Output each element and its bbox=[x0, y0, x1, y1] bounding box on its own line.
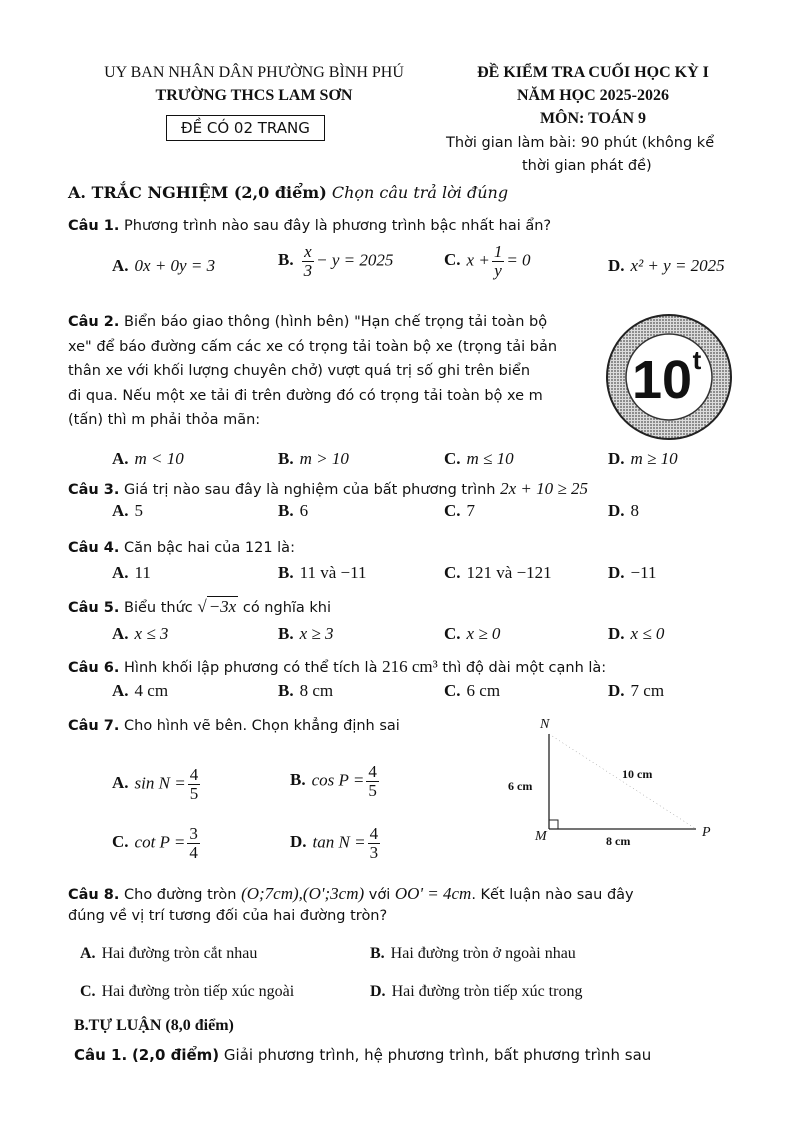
option-label: D. bbox=[608, 501, 625, 520]
q5-option-a[interactable] bbox=[112, 624, 168, 644]
question-text: Hình khối lập phương có thể tích là bbox=[124, 660, 378, 676]
option-label: C. bbox=[444, 624, 461, 643]
question-1 bbox=[68, 218, 551, 234]
q1-option-d[interactable] bbox=[608, 256, 725, 276]
option-label: D. bbox=[608, 256, 625, 275]
option-label: A. bbox=[112, 773, 129, 793]
option-label: A. bbox=[80, 945, 96, 962]
q6-option-b[interactable] bbox=[278, 681, 333, 701]
right-angle-mark bbox=[549, 820, 558, 829]
option-value: 0x + 0y = 3 bbox=[134, 256, 216, 275]
sign-unit: t bbox=[692, 345, 702, 375]
option-value: Hai đường tròn tiếp xúc ngoài bbox=[101, 983, 295, 1000]
option-value: 6 bbox=[299, 501, 309, 520]
question-label: Câu 5. bbox=[68, 600, 120, 616]
option-label: C. bbox=[444, 250, 461, 270]
question-text: Giá trị nào sau đây là nghiệm của bất phương trình bbox=[124, 482, 496, 498]
option-value: x ≤ 0 bbox=[630, 624, 665, 643]
q7-option-b[interactable] bbox=[290, 763, 381, 800]
school-name: TRƯỜNG THCS LAM SƠN bbox=[155, 87, 353, 104]
option-value: −11 bbox=[630, 563, 657, 582]
numerator: 3 bbox=[189, 824, 198, 843]
vertex-m: M bbox=[535, 829, 547, 844]
question-text-end: . Kết luận nào sau đây bbox=[471, 887, 634, 903]
denominator: 5 bbox=[368, 780, 377, 800]
q1-option-c[interactable] bbox=[444, 243, 531, 280]
vertex-n: N bbox=[540, 717, 550, 732]
option-label: D. bbox=[370, 983, 386, 1000]
subject: MÔN: TOÁN 9 bbox=[539, 110, 647, 127]
option-value: cos P = bbox=[311, 770, 365, 790]
fraction bbox=[492, 243, 505, 280]
numerator: 4 bbox=[368, 762, 377, 781]
denominator: 4 bbox=[189, 842, 198, 862]
option-label: B. bbox=[278, 449, 294, 468]
sign-number: 10 bbox=[631, 350, 693, 410]
q3-option-a[interactable] bbox=[112, 501, 143, 521]
option-label: D. bbox=[608, 449, 625, 468]
option-value: Hai đường tròn ở ngoài nhau bbox=[390, 945, 576, 962]
option-value: Hai đường tròn cắt nhau bbox=[101, 945, 258, 962]
question-label: Câu 1. bbox=[68, 218, 120, 234]
option-value: x² + y = 2025 bbox=[630, 256, 725, 275]
option-value: 11 bbox=[134, 563, 151, 582]
option-label: B. bbox=[278, 250, 294, 270]
option-value: Hai đường tròn tiếp xúc trong bbox=[391, 983, 583, 1000]
option-label: B. bbox=[278, 681, 294, 700]
question-text: Phương trình nào sau đây là phương trình bậc nhất hai ẩn? bbox=[124, 218, 552, 234]
q4-option-c[interactable] bbox=[444, 563, 552, 583]
q5-option-d[interactable] bbox=[608, 624, 664, 644]
question-text-end: thì độ dài một cạnh là: bbox=[442, 660, 607, 676]
numerator: 4 bbox=[369, 824, 379, 843]
option-value: 7 cm bbox=[630, 681, 665, 700]
essay-question-1 bbox=[74, 1046, 651, 1064]
question-text-mid: với bbox=[368, 887, 391, 903]
radicand: −3x bbox=[208, 597, 237, 616]
question-text-line-5: (tấn) thì m phải thỏa mãn: bbox=[68, 412, 261, 428]
question-5 bbox=[68, 597, 331, 617]
option-label: C. bbox=[80, 983, 96, 1000]
question-label: Câu 1. bbox=[74, 1046, 128, 1064]
question-text-line-1: Biển báo giao thông (hình bên) "Hạn chế trọng tải toàn bộ bbox=[124, 314, 548, 330]
q8-option-a[interactable] bbox=[80, 945, 257, 963]
question-8 bbox=[68, 884, 634, 904]
option-label: D. bbox=[290, 832, 307, 852]
option-label: A. bbox=[112, 563, 129, 582]
label-side-np: 10 cm bbox=[622, 767, 653, 781]
fraction bbox=[188, 766, 201, 803]
option-label: D. bbox=[608, 624, 625, 643]
q6-option-d[interactable] bbox=[608, 681, 664, 701]
option-value: 121 và −121 bbox=[466, 563, 552, 582]
q2-option-c[interactable] bbox=[444, 449, 514, 469]
q5-option-c[interactable] bbox=[444, 624, 500, 644]
q8-option-b[interactable] bbox=[370, 945, 576, 963]
option-label: A. bbox=[112, 256, 129, 275]
question-6 bbox=[68, 657, 606, 677]
triangle-figure bbox=[500, 712, 730, 852]
option-label: B. bbox=[278, 501, 294, 520]
option-value: − y = 2025 bbox=[316, 250, 394, 270]
q3-option-d[interactable] bbox=[608, 501, 639, 521]
question-3 bbox=[68, 479, 588, 499]
numerator: 1 bbox=[493, 242, 503, 261]
section-a-instruction: Chọn câu trả lời đúng bbox=[331, 183, 509, 202]
denominator: 3 bbox=[369, 842, 379, 862]
q1-option-b[interactable] bbox=[278, 243, 393, 280]
q2-option-d[interactable] bbox=[608, 449, 678, 469]
option-label: C. bbox=[444, 501, 461, 520]
option-value: x + bbox=[466, 250, 490, 270]
question-label: Câu 6. bbox=[68, 660, 120, 676]
option-label: D. bbox=[608, 563, 625, 582]
option-label: A. bbox=[112, 681, 129, 700]
question-label: Câu 8. bbox=[68, 887, 120, 903]
option-value: m ≥ 10 bbox=[630, 449, 678, 468]
fraction bbox=[187, 825, 200, 862]
q3-option-c[interactable] bbox=[444, 501, 475, 521]
inequality: 2x + 10 ≥ 25 bbox=[500, 479, 588, 498]
denominator: 5 bbox=[189, 783, 199, 803]
question-text: Cho đường tròn bbox=[124, 887, 237, 903]
numerator: x bbox=[302, 243, 315, 262]
question-7 bbox=[68, 718, 400, 734]
question-text: Giải phương trình, hệ phương trình, bất phương trình sau bbox=[223, 1046, 652, 1064]
q1-option-a[interactable] bbox=[112, 256, 215, 276]
denominator: 3 bbox=[303, 260, 313, 280]
option-value: x ≥ 0 bbox=[466, 624, 501, 643]
question-text-end: có nghĩa khi bbox=[242, 600, 332, 616]
option-value: 8 bbox=[630, 501, 640, 520]
option-value: x ≤ 3 bbox=[134, 624, 169, 643]
option-label: B. bbox=[290, 770, 306, 790]
square-root: √ −3x bbox=[197, 597, 237, 616]
option-label: B. bbox=[370, 945, 385, 962]
q5-option-b[interactable] bbox=[278, 624, 333, 644]
q7-option-c[interactable] bbox=[112, 825, 202, 862]
section-b-title: B.TỰ LUẬN (8,0 điểm) bbox=[74, 1017, 234, 1034]
q2-option-b[interactable] bbox=[278, 449, 349, 469]
option-label: B. bbox=[278, 624, 294, 643]
q6-option-c[interactable] bbox=[444, 681, 500, 701]
question-text-line-3: thân xe với khối lượng chuyên chở) vượt quá trị số ghi trên biển bbox=[68, 363, 531, 379]
q8-option-d[interactable] bbox=[370, 983, 582, 1001]
numerator: 4 bbox=[189, 765, 199, 784]
question-4 bbox=[68, 540, 295, 556]
option-label: C. bbox=[112, 832, 129, 852]
option-label: A. bbox=[112, 449, 129, 468]
question-text: Căn bậc hai của 121 là: bbox=[124, 540, 295, 556]
pages-box: ĐỀ CÓ 02 TRANG bbox=[166, 115, 325, 141]
question-label: Câu 2. bbox=[68, 314, 120, 330]
school-authority: UY BAN NHÂN DÂN PHƯỜNG BÌNH PHÚ bbox=[104, 64, 404, 81]
option-value: x ≥ 3 bbox=[299, 624, 334, 643]
option-value: 8 cm bbox=[299, 681, 334, 700]
denominator: y bbox=[494, 260, 502, 280]
option-value: tan N = bbox=[312, 832, 366, 852]
question-text: Cho hình vẽ bên. Chọn khẳng định sai bbox=[124, 718, 400, 734]
time-limit: Thời gian làm bài: 90 phút (không kể bbox=[446, 135, 715, 151]
q7-option-a[interactable] bbox=[112, 766, 202, 803]
section-a-heading bbox=[68, 183, 508, 202]
center-distance: OO' = 4cm bbox=[394, 884, 472, 903]
question-label: Câu 4. bbox=[68, 540, 120, 556]
exam-title: ĐỀ KIỂM TRA CUỐI HỌC KỲ I bbox=[477, 64, 709, 81]
q8-option-c[interactable] bbox=[80, 983, 294, 1001]
option-label: C. bbox=[444, 563, 461, 582]
fraction bbox=[302, 243, 315, 280]
option-label: C. bbox=[444, 681, 461, 700]
circles-notation: (O;7cm),(O';3cm) bbox=[241, 884, 365, 903]
question-text-line-2: xe" để báo đường cấm các xe có trọng tải toàn bộ xe (trọng tải bản bbox=[68, 338, 558, 355]
question-text: Biểu thức bbox=[124, 600, 193, 616]
q2-option-a[interactable] bbox=[112, 449, 184, 469]
fraction bbox=[368, 825, 381, 862]
option-value: 4 cm bbox=[134, 681, 169, 700]
volume-value: 216 cm³ bbox=[382, 657, 438, 676]
option-value: 5 bbox=[134, 501, 144, 520]
question-2 bbox=[68, 310, 557, 433]
time-note: thời gian phát đề) bbox=[522, 158, 652, 174]
option-label: C. bbox=[444, 449, 461, 468]
question-label: Câu 3. bbox=[68, 482, 120, 498]
option-value: = 0 bbox=[506, 250, 531, 270]
label-side-nm: 6 cm bbox=[508, 779, 533, 793]
q3-option-b[interactable] bbox=[278, 501, 308, 521]
label-side-mp: 8 cm bbox=[606, 834, 631, 848]
option-label: B. bbox=[278, 563, 294, 582]
option-value: 11 và −11 bbox=[299, 563, 367, 582]
load-limit-sign bbox=[605, 313, 733, 441]
q4-option-d[interactable] bbox=[608, 563, 657, 583]
option-value: 7 bbox=[466, 501, 476, 520]
section-a-title: A. TRẮC NGHIỆM (2,0 điểm) bbox=[68, 183, 327, 202]
option-label: A. bbox=[112, 624, 129, 643]
vertex-p: P bbox=[702, 825, 711, 840]
option-value: m < 10 bbox=[134, 449, 184, 468]
option-value: m ≤ 10 bbox=[466, 449, 514, 468]
q7-option-d[interactable] bbox=[290, 825, 382, 862]
option-label: D. bbox=[608, 681, 625, 700]
q4-option-b[interactable] bbox=[278, 563, 366, 583]
side-np bbox=[549, 734, 696, 829]
option-value: m > 10 bbox=[299, 449, 349, 468]
option-value: sin N = bbox=[134, 773, 186, 793]
option-label: A. bbox=[112, 501, 129, 520]
question-label: Câu 7. bbox=[68, 718, 120, 734]
fraction bbox=[366, 763, 379, 800]
question-points: (2,0 điểm) bbox=[131, 1046, 220, 1064]
option-value: 6 cm bbox=[466, 681, 501, 700]
q6-option-a[interactable] bbox=[112, 681, 168, 701]
question-8-line-2: đúng về vị trí tương đối của hai đường tròn? bbox=[68, 908, 388, 924]
q4-option-a[interactable] bbox=[112, 563, 151, 583]
school-year: NĂM HỌC 2025-2026 bbox=[517, 87, 669, 104]
option-value: cot P = bbox=[134, 832, 186, 852]
question-text-line-4: đi qua. Nếu một xe tải đi trên đường đó có trọng tải toàn bộ xe m bbox=[68, 387, 543, 404]
